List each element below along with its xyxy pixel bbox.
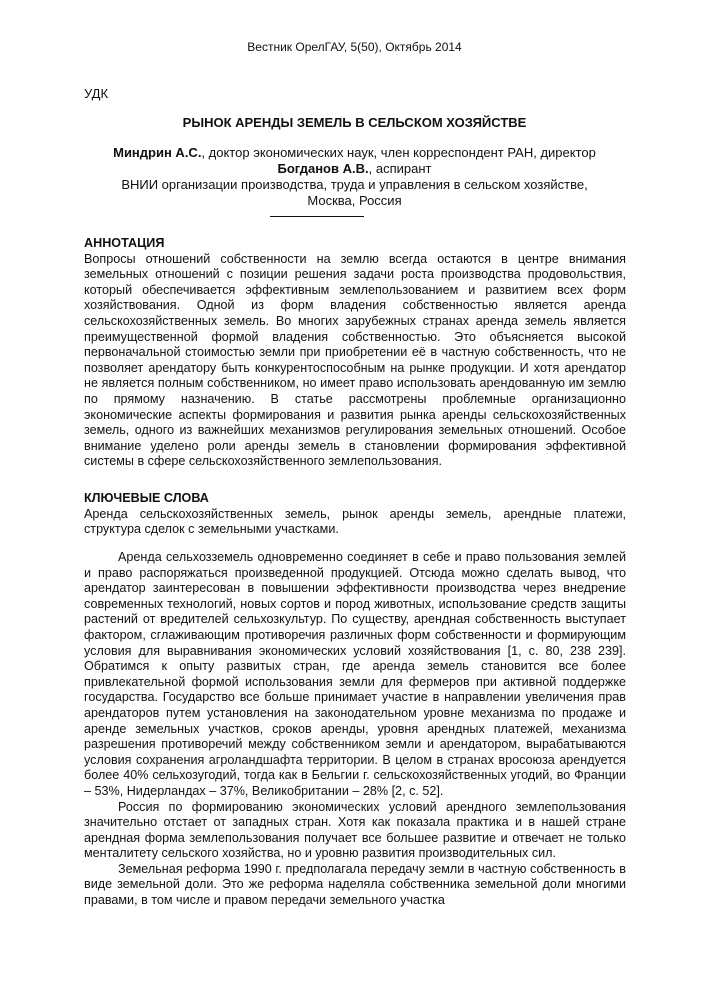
abstract-text: Вопросы отношений собственности на землю всегда остаются в центре внимания земельных отношений с позиции решения задачи роста производства продовольствия, который обеспечивается эффективным землепользованием и развитием всех форм хозяйствования. Одной из форм владения собственностью является аренда сельскохозяйственных земель. Во многих зарубежных странах аренда земель является преимущественной формой владения собственностью. Это объясняется высокой первоначальной стоимостью земли при приобретении её в частную собственность, что не позволяет арендатору быть конкурентоспособным на рынке продукции. И хотя арендатор не является полным собственником, но имеет право использовать арендованную им землю по прямому назначению. В статье рассмотрены проблемные организационно экономические аспекты формирования и развития рынка аренды сельскохозяйственных земель, одного из важнейших механизмов регулирования земельных отношений. Особое внимание уделено роли аренды земель в становлении формирования эффективной системы в сфере сельскохозяйственного землепользования. [84, 251, 626, 469]
abstract-section [84, 236, 626, 470]
keywords-text: Аренда сельскохозяйственных земель, рынок аренды земель, арендные платежи, структура сделок с земельными участками. [84, 506, 626, 537]
body-section [84, 550, 626, 909]
article-title: РЫНОК АРЕНДЫ ЗЕМЕЛЬ В СЕЛЬСКОМ ХОЗЯЙСТВЕ [182, 115, 527, 130]
author-1-name: Миндрин А.С. [113, 145, 202, 160]
udk-label: УДК [84, 86, 109, 101]
institution: ВНИИ организации производства, труда и управления в сельском хозяйстве, [121, 177, 588, 192]
journal-header: Вестник ОрелГАУ, 5(50), Октябрь 2014 [247, 40, 462, 54]
keywords-section [84, 491, 626, 538]
body-paragraph: Россия по формированию экономических условий арендного землепользования значительно отстает от западных стран. Хотя как показала практика и в нашей стране арендная форма землепользования получает все большее развитие и отвечает не только менталитету сельского хозяйства, но и уровню развития производительных сил. [84, 799, 626, 861]
body-paragraph: Аренда сельхозземель одновременно соединяет в себе и право пользования землей и право распоряжаться произведенной продукцией. Отсюда можно сделать вывод, что арендатор заинтересован в повышении эффективности производства через внедрение современных технологий, новых сортов и пород животных, использование средств защиты растений от вредителей сельхозкультур. По существу, арендная собственность выступает фактором, сглаживающим противоречия различных форм собственности и формирующим условия для выравнивания экономических условий хозяйствования [1, с. 80, 238 239]. Обратимся к опыту развитых стран, где аренда земель становится все более привлекательной формой использования земли для фермеров при активной поддержке государства. Государство все больше принимает участие в направлении увеличения прав арендаторов путем установления на законодательном уровне механизма по продаже и аренде земельных участков, сроков аренды, уровня арендных платежей, механизма разрешения противоречий между собственником земли и арендатором, вырабатываются условия сохранения агроландшафта территории. В целом в странах вросоюза арендуется более 40% сельхозугодий, тогда как в Бельгии г. сельскохозяйственных угодий, во Франции – 53%, Нидерландах – 37%, Великобритании – 28% [2, с. 52]. [84, 550, 626, 798]
author-line-1 [0, 145, 709, 161]
author-1-role: , доктор экономических наук, член корреспондент РАН, директор [201, 145, 596, 160]
keywords-heading: КЛЮЧЕВЫЕ СЛОВА [84, 491, 209, 505]
body-paragraph: Земельная реформа 1990 г. предполагала передачу земли в частную собственность в виде земельной доли. Это же реформа наделяла собственника земельной доли многими правами, в том числе и правом передачи земельного участка [84, 861, 626, 908]
separator-rule [270, 216, 364, 217]
author-2-name: Богданов А.В. [277, 161, 369, 176]
author-line-2 [0, 161, 709, 177]
city: Москва, Россия [307, 193, 402, 208]
abstract-heading: АННОТАЦИЯ [84, 236, 165, 250]
authors-block [0, 145, 709, 209]
author-2-role: , аспирант [368, 161, 432, 176]
